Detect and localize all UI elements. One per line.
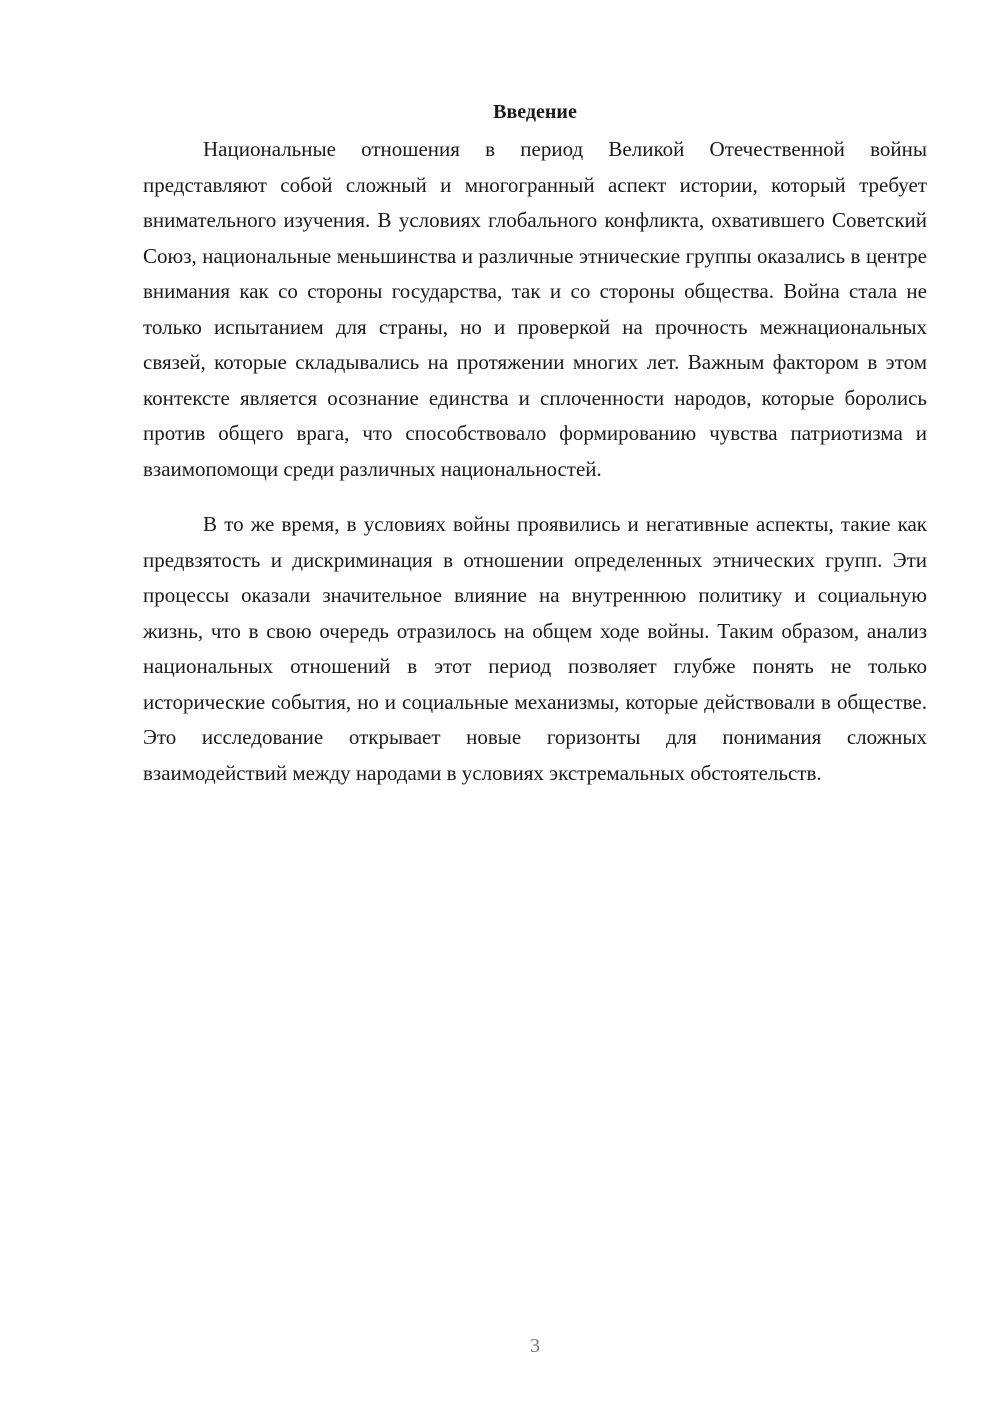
page-number: 3	[530, 1335, 540, 1357]
paragraph-2: В то же время, в условиях войны проявились и негативные аспекты, такие как предвзятость и дискриминация в отношении определенных этнических групп. Эти процессы оказали значительное влияние на внутреннюю политику и социальную жизнь, что в свою очередь отразилось на общем ходе войны. Таким образом, анализ национальных отношений в этот период позволяет глубже понять не только исторические события, но и социальные механизмы, которые действовали в обществе. Это исследование открывает новые горизонты для понимания сложных взаимодействий между народами в условиях экстремальных обстоятельств.	[143, 512, 927, 785]
section-title: Введение	[493, 101, 577, 123]
page-content	[143, 98, 927, 791]
paragraph-1: Национальные отношения в период Великой Отечественной войны представляют собой сложный и многогранный аспект истории, который требует внимательного изучения. В условиях глобального конфликта, охватившего Советский Союз, национальные меньшинства и различные этнические группы оказались в центре внимания как со стороны государства, так и со стороны общества. Война стала не только испытанием для страны, но и проверкой на прочность межнациональных связей, которые складывались на протяжении многих лет. Важным фактором в этом контексте является осознание единства и сплоченности народов, которые боролись против общего врага, что способствовало формированию чувства патриотизма и взаимопомощи среди различных национальностей.	[143, 137, 927, 481]
